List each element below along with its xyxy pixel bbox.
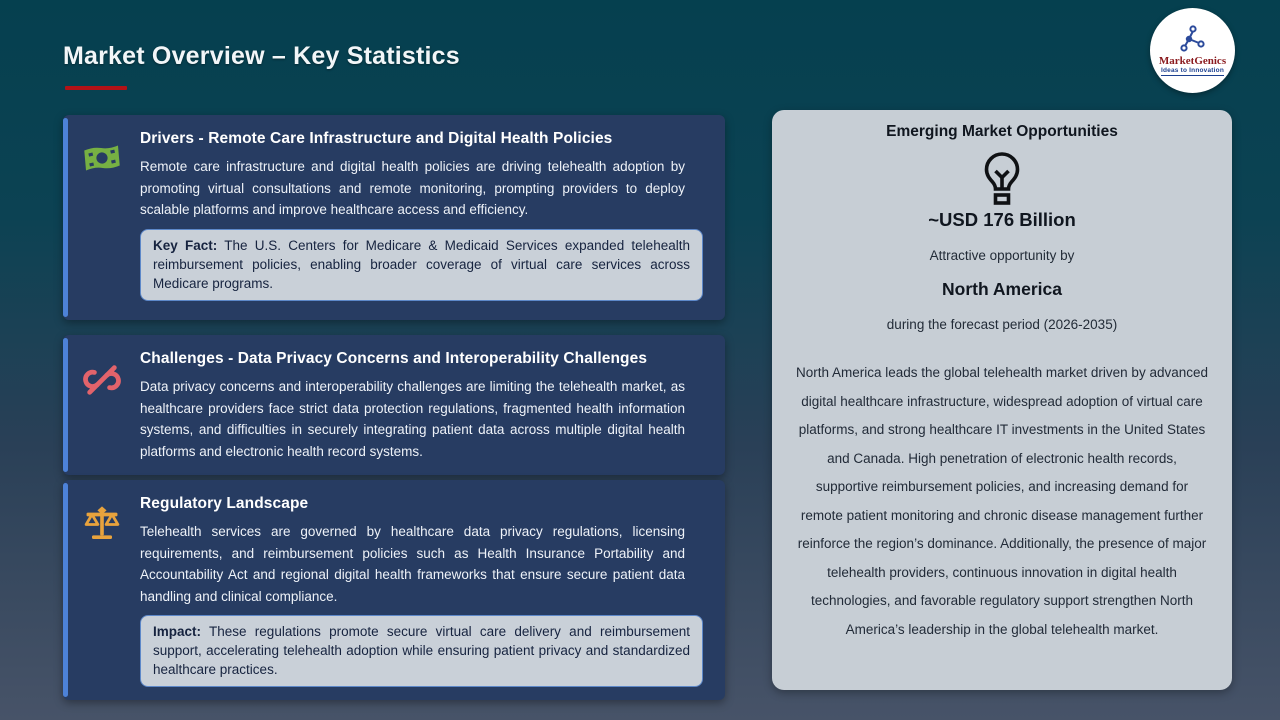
impact-box [140,615,703,687]
company-logo [1150,8,1235,93]
broken-link-icon [83,361,121,399]
card-body: Data privacy concerns and interoperability challenges are limiting the telehealth market, as healthcare providers face strict data protection regulations, fragmented health information systems, and difficulties in securely integrating patient data across multiple digital health platforms and electronic health record systems. [140,379,685,459]
card-regulatory [63,480,725,700]
money-icon [82,141,122,175]
card-heading: Challenges - Data Privacy Concerns and Interoperability Challenges [140,350,648,367]
molecule-icon [1178,25,1208,53]
key-fact-box [140,229,703,301]
opportunity-region: North America [942,279,1062,299]
scales-icon [82,506,122,543]
logo-tagline: Ideas to Innovation [1160,67,1225,74]
callout-text: These regulations promote secure virtual care delivery and reimbursement support, accelerating telehealth adoption while ensuring patient privacy and standardized healthcare practices. [153,624,690,677]
callout-text: The U.S. Centers for Medicare & Medicaid Services expanded telehealth reimbursement policies, enabling broader coverage of virtual care services across Medicare programs. [153,237,690,291]
card-heading: Drivers - Remote Care Infrastructure and Digital Health Policies [140,130,613,147]
logo-name: MarketGenics [1158,55,1227,67]
page-title: Market Overview – Key Statistics [63,42,460,70]
opportunity-description: North America leads the global telehealth market driven by advanced digital healthcare infrastructure, widespread adoption of virtual care platforms, and strong healthcare IT investments in the United States and Canada. High penetration of electronic health records, supportive reimbursement policies, and increasing demand for remote patient monitoring and chronic disease management further reinforce the region’s dominance. Additionally, the presence of major telehealth providers, continuous innovation in digital health technologies, and favorable regulatory support strengthen North America’s leadership in the global telehealth market. [796,365,1208,637]
panel-title: Emerging Market Opportunities [886,123,1118,140]
opportunity-subtitle: Attractive opportunity by [929,248,1075,263]
lightbulb-icon [979,151,1025,207]
card-drivers [63,115,725,320]
opportunity-value: ~USD 176 Billion [928,209,1076,230]
card-body: Remote care infrastructure and digital health policies are driving telehealth adoption by promoting virtual consultations and remote monitoring, prompting providers to deploy scalable platforms and improve healthcare access and efficiency. [140,159,685,217]
title-underline [65,86,127,90]
card-challenges [63,335,725,475]
card-heading: Regulatory Landscape [140,495,309,512]
card-body: Telehealth services are governed by healthcare data privacy regulations, licensing requirements, and reimbursement policies such as Health Insurance Portability and Accountability Act and regional digital health frameworks that ensure secure patient data handling and clinical compliance. [140,524,685,604]
callout-label: Key Fact: [153,237,218,253]
opportunity-panel [772,110,1232,690]
callout-label: Impact: [153,624,202,639]
opportunity-period: during the forecast period (2026-2035) [886,317,1118,332]
